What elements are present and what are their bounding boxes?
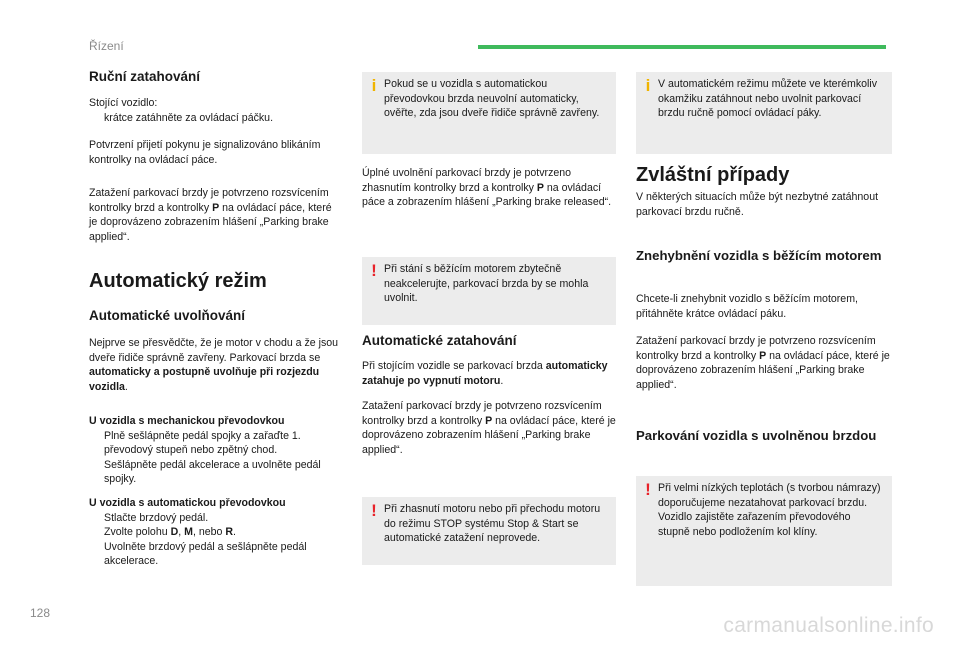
automatic-gearbox-block	[89, 496, 341, 569]
paragraph: Stojící vozidlo:	[89, 97, 158, 109]
page-number: 128	[30, 606, 51, 620]
manual-gearbox-block	[89, 414, 341, 487]
warning-icon: !	[371, 501, 377, 520]
special-cases-heading: Zvláštní případy	[636, 164, 790, 186]
bullet-icon	[89, 458, 104, 487]
list-item: Zvolte polohu D, M, nebo R.	[89, 525, 341, 540]
paragraph: Zatažení parkovací brzdy je potvrzeno rozsvícením kontrolky brzd a kontrolky P na ovládací páce, které je doprovázeno zobrazením hlášení „Parking brake applied“.	[362, 400, 616, 456]
manual-apply-steps	[89, 96, 341, 125]
warning-note: ! Při zhasnutí motoru nebo při přechodu motoru do režimu STOP systému Stop & Start se automatické zatažení neprovede.	[362, 497, 616, 565]
bullet-icon	[89, 540, 104, 569]
warning-icon: !	[371, 261, 377, 280]
list-item: Plně sešlápněte pedál spojky a zařaďte 1. převodový stupeň nebo zpětný chod.	[89, 429, 341, 458]
list-item: Uvolněte brzdový pedál a sešlápněte pedál akcelerace.	[89, 540, 341, 569]
paragraph: Zatažení parkovací brzdy je potvrzeno rozsvícením kontrolky brzd a kontrolky P na ovládací páce, které je doprovázeno zobrazením hlášení „Parking brake applied“.	[89, 187, 332, 243]
info-icon: i	[645, 76, 651, 95]
info-icon: i	[371, 76, 377, 95]
list-item	[89, 111, 341, 126]
info-note: i V automatickém režimu můžete ve kterémkoliv okamžiku zatáhnout nebo uvolnit parkovací brzdu ručně pomocí ovládací páky.	[636, 72, 892, 154]
warning-icon: !	[645, 480, 651, 499]
subheading: U vozidla s automatickou převodovkou	[89, 497, 286, 509]
auto-release-heading: Automatické uvolňování	[89, 308, 246, 323]
warning-note: ! Při velmi nízkých teplotách (s tvorbou námrazy) doporučujeme nezatahovat parkovací brzdu. Vozidlo zajistěte zařazením převodového stupně nebo podložením kol klíny.	[636, 476, 892, 586]
auto-mode-heading: Automatický režim	[89, 270, 267, 292]
bullet-icon	[89, 525, 104, 540]
paragraph: Při stojícím vozidle se parkovací brzda automaticky zatahuje po vypnutí motoru.	[362, 360, 608, 387]
section-header: Řízení	[89, 39, 124, 53]
info-note: i Pokud se u vozidla s automatickou převodovkou brzda neuvolní automaticky, ověřte, zda jsou dveře řidiče správně zavřeny.	[362, 72, 616, 154]
watermark: carmanualsonline.info	[723, 614, 934, 638]
subheading: U vozidla s mechanickou převodovkou	[89, 415, 285, 427]
immobilise-heading: Znehybnění vozidla s běžícím motorem	[636, 248, 882, 263]
section-accent-bar	[478, 45, 886, 49]
paragraph: Úplné uvolnění parkovací brzdy je potvrzeno zhasnutím kontrolky brzd a kontrolky P na ovládací páce a zobrazením hlášení „Parking brake released“.	[362, 167, 612, 209]
list-item: Sešlápněte pedál akcelerace a uvolněte pedál spojky.	[89, 458, 341, 487]
bullet-text: krátce zatáhněte za ovládací páčku.	[104, 111, 274, 124]
paragraph: Chcete-li znehybnit vozidlo s běžícím motorem, přitáhněte krátce ovládací páku.	[636, 293, 858, 320]
paragraph: Potvrzení přijetí pokynu je signalizováno blikáním kontrolky na ovládací páce.	[89, 139, 321, 166]
parking-released-heading: Parkování vozidla s uvolněnou brzdou	[636, 428, 877, 443]
paragraph: Nejprve se přesvědčte, že je motor v chodu a že jsou dveře řidiče správně zavřeny. Parkovací brzda se automaticky a postupně uvolňuje při rozjezdu vozidla.	[89, 337, 339, 393]
paragraph: V některých situacích může být nezbytné zatáhnout parkovací brzdu ručně.	[636, 191, 879, 218]
auto-apply-heading: Automatické zatahování	[362, 333, 517, 348]
manual-apply-heading: Ruční zatahování	[89, 69, 201, 84]
bullet-icon	[89, 429, 104, 458]
list-item: Stlačte brzdový pedál.	[89, 511, 341, 526]
bullet-icon	[89, 511, 104, 526]
bullet-icon	[89, 111, 104, 126]
warning-note: ! Při stání s běžícím motorem zbytečně neakcelerujte, parkovací brzda by se mohla uvolnit.	[362, 257, 616, 325]
paragraph: Zatažení parkovací brzdy je potvrzeno rozsvícením kontrolky brzd a kontrolky P na ovládací páce, které je doprovázeno zobrazením hlášení „Parking brake applied“.	[636, 335, 890, 391]
